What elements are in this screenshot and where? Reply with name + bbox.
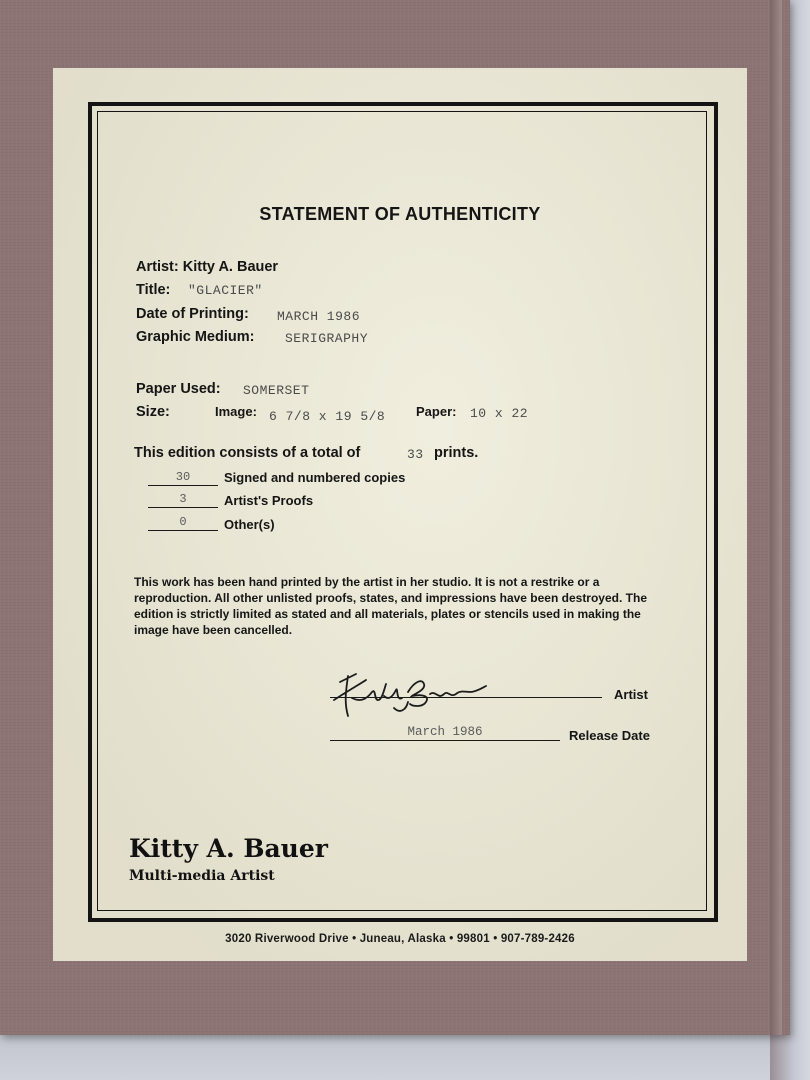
signed-copies-label: Signed and numbered copies bbox=[224, 470, 406, 485]
image-size-value: 6 7/8 x 19 5/8 bbox=[269, 409, 386, 424]
signature-line bbox=[330, 697, 602, 698]
paper-size-value: 10 x 22 bbox=[470, 406, 529, 421]
image-size-label: Image: bbox=[215, 404, 257, 419]
date-of-printing-value: MARCH 1986 bbox=[277, 309, 361, 324]
size-label: Size: bbox=[136, 404, 170, 420]
signed-copies-count: 30 bbox=[148, 471, 218, 486]
release-date-caption: Release Date bbox=[569, 728, 650, 743]
artist-proofs-label: Artist's Proofs bbox=[224, 493, 314, 508]
graphic-medium-value: SERIGRAPHY bbox=[285, 331, 369, 346]
artist-proofs-count: 3 bbox=[148, 493, 218, 508]
graphic-medium-label: Graphic Medium: bbox=[136, 329, 255, 345]
edition-total: 33 bbox=[407, 447, 424, 462]
artist-name: Kitty A. Bauer bbox=[182, 259, 279, 275]
paper-used-value: SOMERSET bbox=[243, 383, 310, 398]
artist-label: Artist: Kitty A. Bauer bbox=[136, 259, 279, 275]
brand-name: Kitty A. Bauer bbox=[129, 834, 328, 863]
paper-used-label: Paper Used: bbox=[136, 381, 221, 397]
artist-caption: Artist bbox=[614, 687, 648, 702]
edition-suffix: prints. bbox=[434, 445, 479, 461]
brand-subtitle: Multi-media Artist bbox=[129, 868, 275, 884]
mat-board-edge bbox=[770, 0, 782, 1035]
authenticity-statement: This work has been hand printed by the artist in her studio. It is not a restrike or a reproduction. All other unlisted proofs, states, and impressions have been destroyed. The edition is strictly limited as stated and all materials, plates or stencils used in making the image have been cancelled. bbox=[134, 575, 647, 637]
artist-signature bbox=[326, 670, 496, 722]
certificate-heading: STATEMENT OF AUTHENTICITY bbox=[259, 204, 541, 224]
others-label: Other(s) bbox=[224, 517, 275, 532]
release-date-value: March 1986 bbox=[330, 726, 560, 741]
paper-size-label: Paper: bbox=[416, 404, 457, 419]
title-label: Title: bbox=[136, 282, 171, 298]
date-of-printing-label: Date of Printing: bbox=[136, 306, 249, 322]
address-line: 3020 Riverwood Drive • Juneau, Alaska • 99801 • 907-789-2426 bbox=[225, 933, 575, 945]
edition-prefix: This edition consists of a total of bbox=[134, 445, 361, 461]
others-count: 0 bbox=[148, 516, 218, 531]
certificate-border-inner bbox=[97, 111, 707, 911]
title-value: "GLACIER" bbox=[188, 283, 263, 298]
